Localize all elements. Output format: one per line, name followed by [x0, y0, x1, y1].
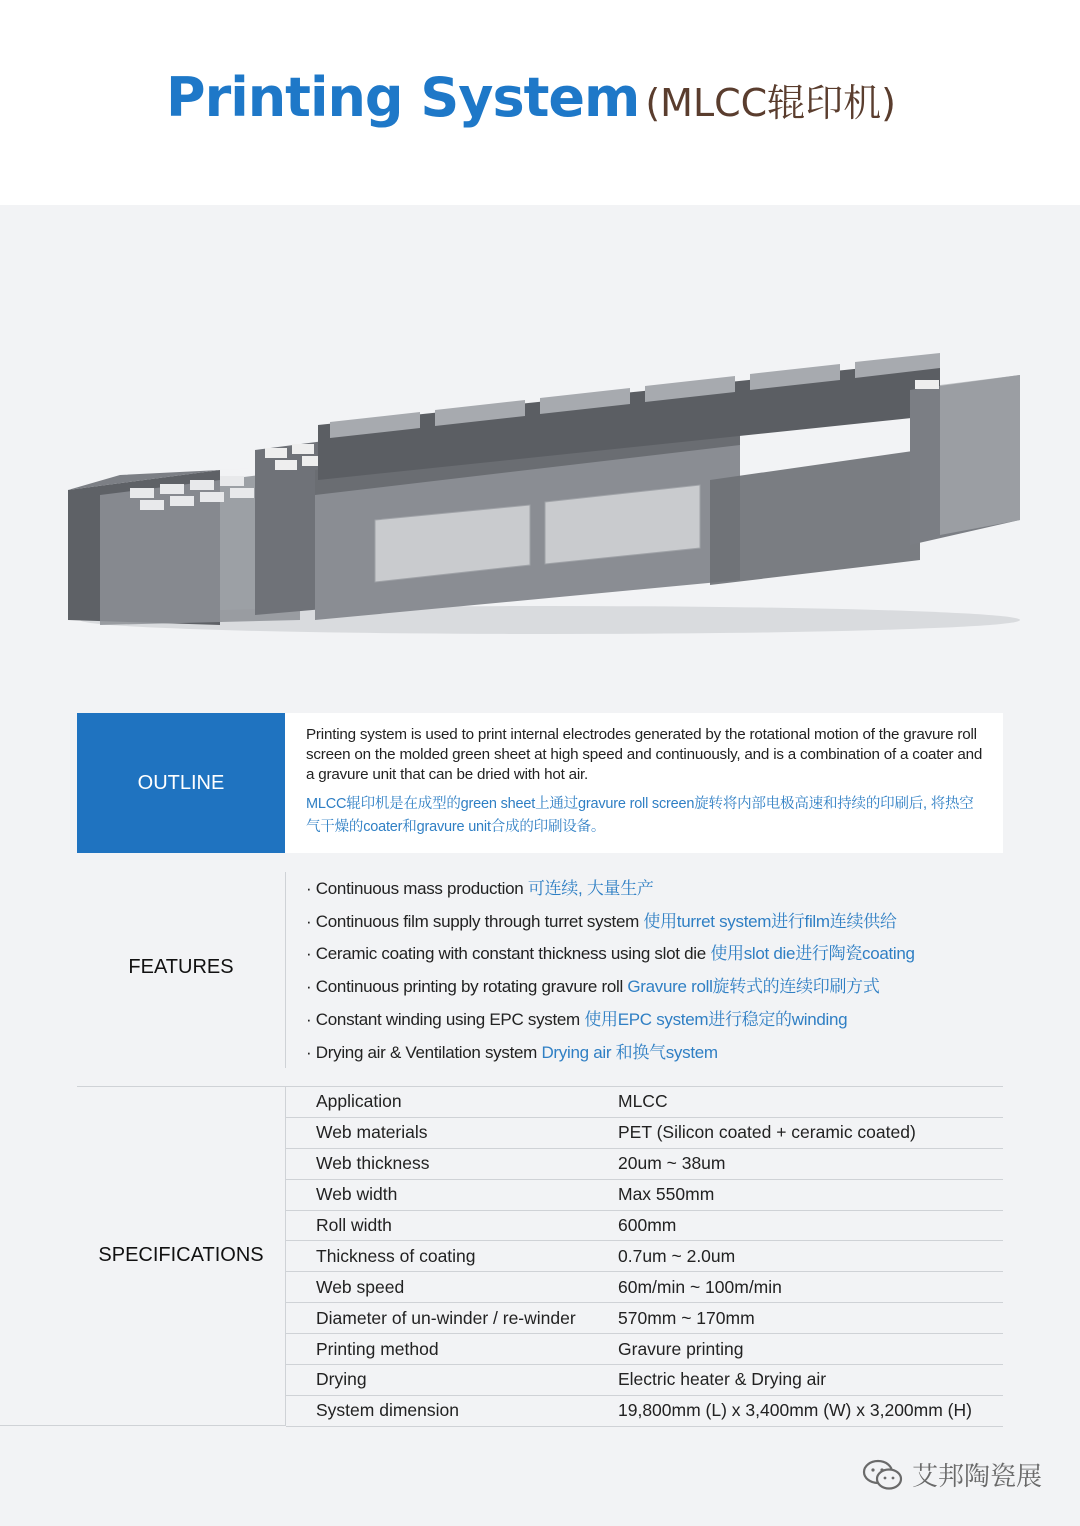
outline-text-en: Printing system is used to print internal electrodes generated by the rotational motion of the gravure roll screen on the molded green sheet at high speed and continuously, and is a combination of a coater and a gravure unit that can be dried with hot air.: [306, 726, 983, 783]
specs-bottom-divider: [0, 1425, 286, 1426]
spec-row: Web width Max 550mm: [286, 1180, 1003, 1211]
wechat-icon: [862, 1459, 904, 1491]
specifications-label: SPECIFICATIONS: [98, 1244, 264, 1266]
feature-item: · Ceramic coating with constant thickness using slot die 使用slot die进行陶瓷coating: [306, 944, 915, 964]
printing-machine-illustration: [60, 320, 1030, 640]
watermark-text: 艾邦陶瓷展: [912, 1461, 1043, 1491]
spec-row: Web speed 60m/min ~ 100m/min: [286, 1272, 1003, 1303]
outline-description: [285, 713, 1003, 853]
spec-row: Printing method Gravure printing: [286, 1334, 1003, 1365]
spec-row: Thickness of coating 0.7um ~ 2.0um: [286, 1241, 1003, 1272]
features-divider: [285, 872, 286, 1068]
title-main: Printing System: [166, 66, 640, 129]
spec-row: Application MLCC: [286, 1087, 1003, 1118]
outline-text-cn: MLCC辊印机是在成型的green sheet上通过gravure roll screen旋转将内部电极高速和持续的印刷后, 将热空气干燥的coater和gravure unit合成的印刷设备。: [306, 796, 974, 835]
spec-row: System dimension 19,800mm (L) x 3,400mm (W) x 3,200mm (H): [286, 1396, 1003, 1427]
spec-row: Web thickness 20um ~ 38um: [286, 1149, 1003, 1180]
feature-item: · Constant winding using EPC system 使用EPC system进行稳定的winding: [306, 1009, 848, 1029]
feature-item: · Continuous mass production 可连续, 大量生产: [306, 879, 654, 898]
feature-item: · Drying air & Ventilation system Drying air 和换气system: [306, 1042, 718, 1062]
page-title: [166, 66, 896, 129]
features-list: [306, 873, 915, 1069]
spec-row: Diameter of un-winder / re-winder 570mm ~ 170mm: [286, 1303, 1003, 1334]
outline-label: OUTLINE: [77, 713, 285, 853]
feature-item: · Continuous film supply through turret system 使用turret system进行film连续供给: [306, 911, 897, 931]
spec-row: Roll width 600mm: [286, 1211, 1003, 1242]
spec-row: Drying Electric heater & Drying air: [286, 1365, 1003, 1396]
features-label: FEATURES: [128, 956, 234, 978]
page-header: [0, 0, 1080, 205]
spec-row: Web materials PET (Silicon coated + ceramic coated): [286, 1118, 1003, 1149]
watermark: [862, 1456, 1042, 1493]
specifications-table: [286, 1087, 1003, 1427]
feature-item: · Continuous printing by rotating gravure roll Gravure roll旋转式的连续印刷方式: [306, 977, 880, 997]
title-subtitle: (MLCC辊印机): [645, 81, 897, 125]
